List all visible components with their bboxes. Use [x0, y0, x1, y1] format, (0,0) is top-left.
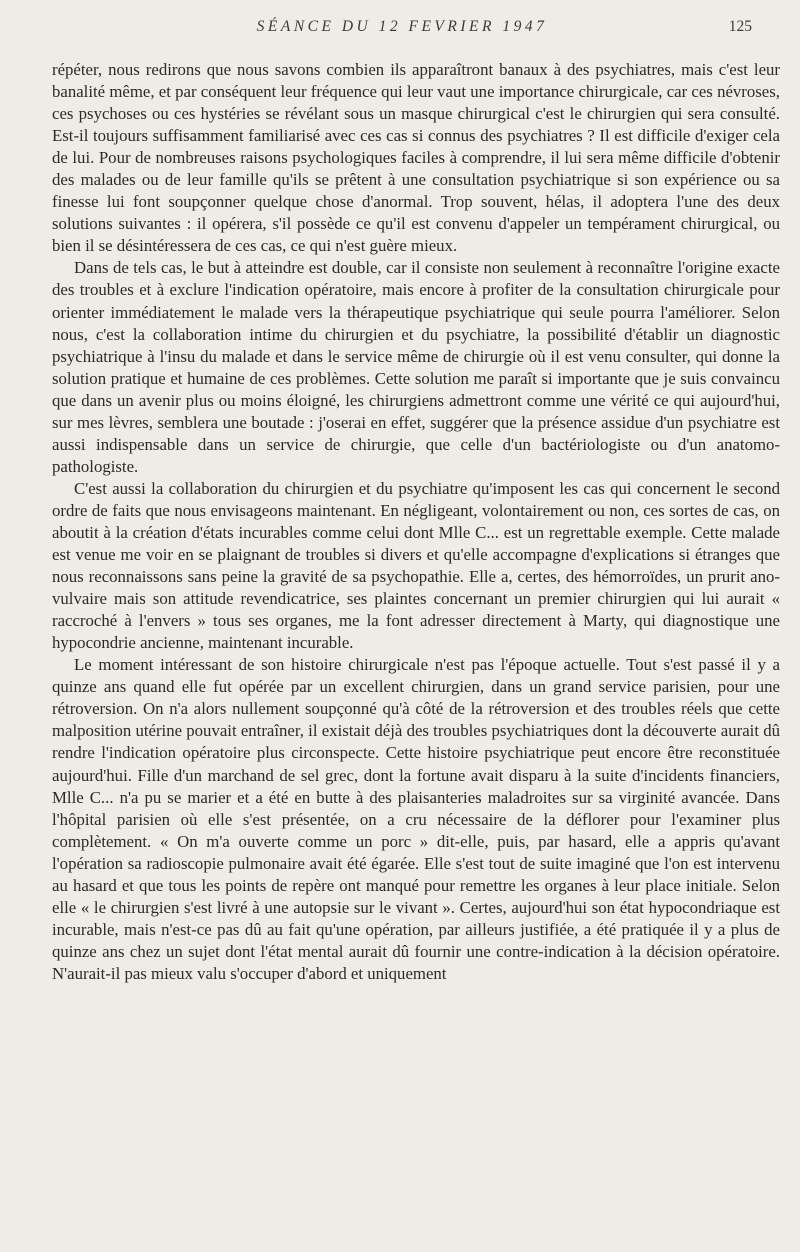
paragraph: Le moment intéressant de son histoire chirurgicale n'est pas l'époque actuelle. Tout s'est passé il y a quinze ans quand elle fut opérée par un excellent chirurgien, dans un grand service parisien, pour une rétroversion. On n'a alors nullement soupçonné qu'à côté de la rétroversion et des troubles réels que cette malposition utérine pouvait entraîner, il existait déjà des troubles psychiatriques dont la découverte aurait dû rendre l'indication opératoire plus circonspecte. Cette histoire psychiatrique peut encore être reconstituée aujourd'hui. Fille d'un marchand de sel grec, dont la fortune avait disparu à la suite d'incidents financiers, Mlle C... n'a pu se marier et a été en butte à des plaisanteries maladroites sur sa virginité avancée. Dans l'hôpital parisien où elle s'est présentée, on a cru nécessaire de la déflorer pour l'examiner plus complètement. « On m'a ouverte comme un porc » dit-elle, puis, par hasard, elle a appris qu'avant l'opération sa radioscopie pulmonaire avait été égarée. Elle s'est tout de suite imaginé que l'on est intervenu au hasard et que tous les points de repère ont manqué pour remettre les organes à leur place initiale. Selon elle « le chirurgien s'est livré à une autopsie sur le vivant ». Certes, aujourd'hui son état hypocondriaque est incurable, mais n'est-ce pas dû au fait qu'une opération, par ailleurs justifiée, a été pratiquée il y a plus de quinze ans chez un sujet dont l'état mental aurait dû fournir une contre-indication à la décision opératoire. N'aurait-il pas mieux valu s'occuper d'abord et uniquement: [52, 655, 780, 983]
paragraph-continued: répéter, nous redirons que nous savons combien ils apparaîtront banaux à des psychiatres, mais c'est leur banalité même, et par conséquent leur fréquence qui leur vaut une importance chirurgicale, car ces névroses, ces psychoses ou ces hystéries se révélant sous un masque chirurgical c'est le chirurgien qui sera consulté. Est-il toujours suffisamment familiarisé avec ces cas si connus des psychiatres ? Il est difficile d'exiger cela de lui. Pour de nombreuses raisons psychologiques faciles à comprendre, il lui sera même difficile d'obtenir des malades ou de leur famille qu'ils se prêtent à une consultation psychiatrique si son expérience ou sa finesse lui font soupçonner quelque chose d'anormal. Trop souvent, hélas, il adoptera l'une des deux solutions suivantes : il opérera, s'il possède ce qu'il est convenu d'appeler un tempérament chirurgical, ou bien il se désintéressera de ces cas, ce qui n'est guère mieux.: [52, 60, 780, 256]
page-number: 125: [728, 18, 752, 35]
running-head: [52, 18, 752, 44]
paragraph: C'est aussi la collaboration du chirurgien et du psychiatre qu'imposent les cas qui concernent le second ordre de faits que nous envisageons maintenant. En négligeant, volontairement ou non, ces sortes de cas, on aboutit à la création d'états incurables comme celui dont Mlle C... est un regrettable exemple. Cette malade est venue me voir en se plaignant de troubles si divers et qu'elle accompagne d'explications si étranges que nous reconnaissons sans peine la gravité de sa psychopathie. Elle a, certes, des hémorroïdes, un prurit ano-vulvaire mais son attitude revendicatrice, ses plaintes concernant un premier chirurgien qui lui aurait « raccroché à l'envers » tous ses organes, me la font adresser directement à Marty, qui diagnostique une hypocondrie ancienne, maintenant incurable.: [52, 478, 780, 653]
running-title: SÉANCE DU 12 FEVRIER 1947: [256, 18, 548, 35]
paragraph: Dans de tels cas, le but à atteindre est double, car il consiste non seulement à reconnaître l'origine exacte des troubles et à exclure l'indication opératoire, mais encore à profiter de la consultation chirurgicale pour orienter immédiatement le malade vers la thérapeutique psychiatrique qui seule pourra l'améliorer. Selon nous, c'est la collaboration intime du chirurgien et du psychiatre, la possibilité d'établir un diagnostic psychiatrique à l'insu du malade et dans le service même de chirurgie où il est venu consulter, qui donne la solution pratique et humaine de ces problèmes. Cette solution me paraît si importante que je suis convaincu que dans un avenir plus ou moins éloigné, les chirurgiens admettront comme une vérité ce qui aujourd'hui, sur mes lèvres, semblera une boutade : j'oserai en effet, suggérer que la présence assidue d'un psychiatre est aussi indispensable dans un service de chirurgie, que celle d'un bactériologiste ou d'un anatomo-pathologiste.: [52, 258, 780, 476]
body-text: [52, 59, 780, 985]
